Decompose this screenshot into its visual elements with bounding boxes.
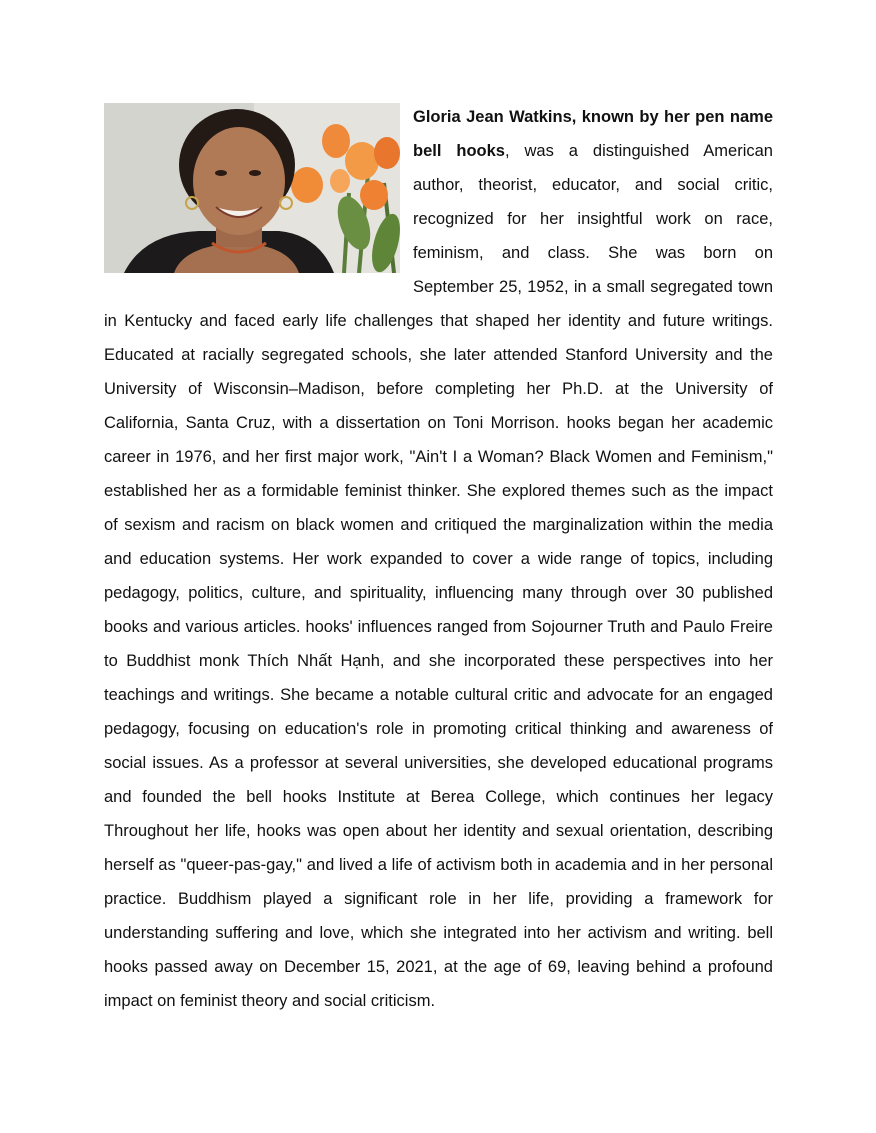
portrait-photo-icon [104,103,400,273]
lead-name-text: Gloria Jean Watkins, known by her pen name bell hooks [413,108,773,160]
portrait-illustration [104,103,400,273]
biography-article [104,100,773,1018]
biography-body-text: , was a distinguished American author, theorist, educator, and social critic, recognized for her insightful work on race, feminism, and class. She was born on September 25, 1952, in a small segregated town in Kentucky and faced early life challenges that shaped her identity and future writings. Educated at racially segregated schools, she later attended Stanford University and the University of Wisconsin–Madison, before completing her Ph.D. at the University of California, Santa Cruz, with a dissertation on Toni Morrison. hooks began her academic career in 1976, and her first major work, "Ain't I a Woman? Black Women and Feminism," established her as a formidable feminist thinker. She explored themes such as the impact of sexism and racism on black women and critiqued the marginalization within the media and education systems. Her work expanded to cover a wide range of topics, including pedagogy, politics, culture, and spirituality, influencing many through over 30 published books and various articles. hooks' influences ranged from Sojourner Truth and Paulo Freire to Buddhist monk Thích Nhất Hạnh, and she incorporated these perspectives into her teachings and writings. She became a notable cultural critic and advocate for an engaged pedagogy, focusing on education's role in promoting critical thinking and awareness of social issues. As a professor at several universities, she developed educational programs and founded the bell hooks Institute at Berea College, which continues her legacy Throughout her life, hooks was open about her identity and sexual orientation, describing herself as "queer-pas-gay," and lived a life of activism both in academia and in her personal practice. Buddhism played a significant role in her life, providing a framework for understanding suffering and love, which she integrated into her activism and writing. bell hooks passed away on December 15, 2021, at the age of 69, leaving behind a profound impact on feminist theory and social criticism. [104,142,773,1010]
